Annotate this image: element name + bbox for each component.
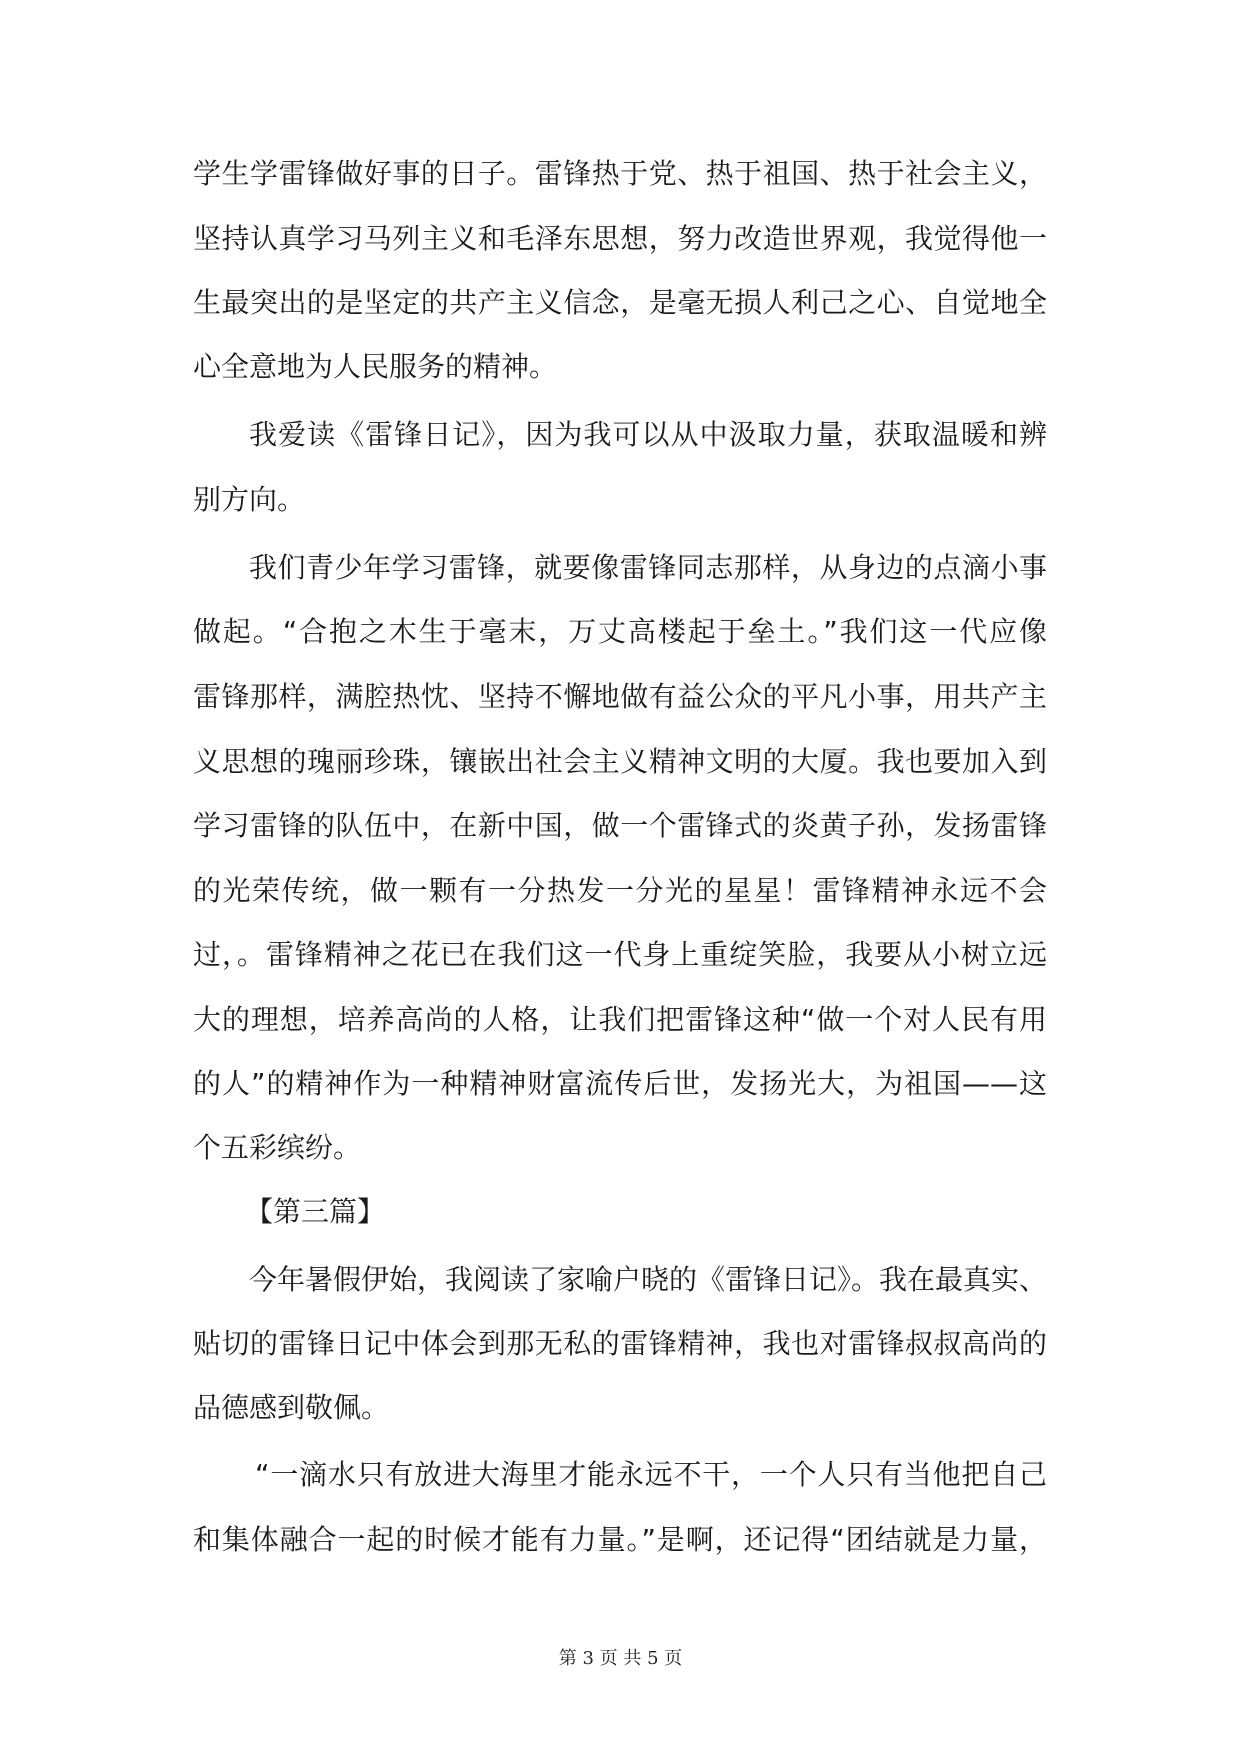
text-line: 学生学雷锋做好事的日子。雷锋热于党、热于祖国、热于社会主义， (193, 157, 1047, 190)
text-line: 个五彩缤纷。 (193, 1131, 362, 1164)
text-line: 今年暑假伊始，我阅读了家喻户晓的《雷锋日记》。我在最真实、 (249, 1263, 1047, 1296)
text-line: 心全意地为人民服务的精神。 (193, 350, 558, 383)
text-line: 过，。雷锋精神之花已在我们这一代身上重绽笑脸，我要从小树立远 (193, 938, 1047, 971)
text-line: 义思想的瑰丽珍珠，镶嵌出社会主义精神文明的大厦。我也要加入到 (193, 745, 1047, 778)
text-line: 雷锋那样，满腔热忱、坚持不懈地做有益公众的平凡小事，用共产主 (193, 680, 1047, 713)
text-line: 品德感到敬佩。 (193, 1391, 390, 1424)
text-line: 我们青少年学习雷锋，就要像雷锋同志那样，从身边的点滴小事 (249, 551, 1047, 584)
text-line: 做起。“合抱之木生于毫末，万丈高楼起于垒土。”我们这一代应像 (193, 615, 1047, 648)
text-line: 学习雷锋的队伍中，在新中国，做一个雷锋式的炎黄子孙，发扬雷锋 (193, 809, 1047, 842)
text-line: “一滴水只有放进大海里才能永远不干，一个人只有当他把自己 (255, 1458, 1047, 1491)
section-heading: 【第三篇】 (245, 1195, 386, 1228)
text-line: 我爱读《雷锋日记》，因为我可以从中汲取力量，获取温暖和辨 (249, 418, 1047, 451)
text-line: 大的理想，培养高尚的人格，让我们把雷锋这种“做一个对人民有用 (193, 1003, 1047, 1036)
text-line: 和集体融合一起的时候才能有力量。”是啊，还记得“团结就是力量， (193, 1523, 1047, 1556)
text-line: 坚持认真学习马列主义和毛泽东思想，努力改造世界观，我觉得他一 (193, 222, 1047, 255)
page-number-footer: 第 3 页 共 5 页 (558, 1648, 683, 1669)
text-line: 生最突出的是坚定的共产主义信念，是毫无损人利己之心、自觉地全 (193, 286, 1047, 319)
text-line: 的人”的精神作为一种精神财富流传后世，发扬光大，为祖国——这 (193, 1067, 1047, 1100)
text-line: 的光荣传统，做一颗有一分热发一分光的星星！雷锋精神永远不会 (193, 874, 1047, 907)
text-line: 贴切的雷锋日记中体会到那无私的雷锋精神，我也对雷锋叔叔高尚的 (193, 1327, 1047, 1360)
text-line: 别方向。 (193, 483, 306, 516)
